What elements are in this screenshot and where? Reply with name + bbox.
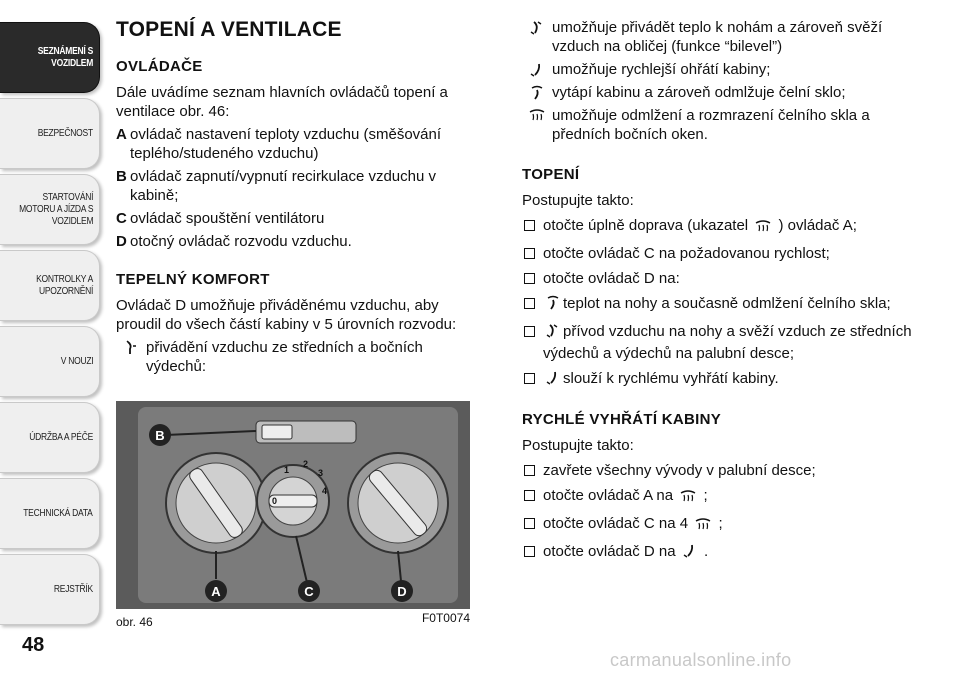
step-text: . [703, 543, 709, 560]
control-text: otočný ovládač rozvodu vzduchu. [130, 233, 352, 250]
page-title: TOPENÍ A VENTILACE [116, 18, 342, 41]
left-column [116, 0, 486, 380]
step-text: slouží k rychlému vyhřátí kabiny. [563, 370, 779, 387]
tab-label: SEZNÁMENÍ S VOZIDLEM [37, 45, 93, 69]
tab-label: ÚDRŽBA A PÉČE [29, 431, 93, 443]
control-letter: C [116, 210, 127, 227]
step-text: ; [703, 487, 708, 504]
distribution-item-feet-windscreen [522, 83, 922, 102]
step-text: ) ovládač A; [778, 217, 857, 234]
controls-intro: Dále uvádíme seznam hlavních ovládačů topení a ventilace obr. 46: [116, 84, 448, 120]
heating-step [522, 269, 922, 288]
defrost-icon [754, 219, 772, 238]
heating-step [522, 294, 922, 316]
comfort-item-face [116, 338, 486, 376]
hvac-panel-illustration [116, 401, 470, 609]
step-text: otočte úplně doprava (ukazatel [543, 217, 749, 234]
callout-a: A [211, 584, 221, 599]
distribution-item-feet [522, 60, 922, 79]
tab-seznameni-s-vozidlem[interactable] [0, 22, 100, 93]
watermark: carmanualsonline.info [610, 650, 792, 670]
control-item-a [116, 125, 486, 163]
heating-intro: Postupujte takto: [522, 192, 634, 209]
comfort-intro: Ovládač D umožňuje přiváděnému vzduchu, aby proudil do všech částí kabiny v 5 úrovních rozvodu: [116, 297, 457, 333]
callout-d: D [397, 584, 407, 599]
control-item-b [116, 167, 486, 205]
comfort-heading: TEPELNÝ KOMFORT [116, 271, 270, 288]
tab-label: STARTOVÁNÍ MOTORU A JÍZDA S VOZIDLEM [18, 191, 93, 227]
tab-label: BEZPEČNOST [37, 127, 93, 139]
fan-speed-4: 4 [322, 486, 328, 496]
control-letter: D [116, 233, 127, 250]
distribution-text: vytápí kabinu a zároveň odmlžuje čelní sklo; [552, 84, 846, 101]
tab-rejstrik[interactable] [0, 554, 100, 625]
page-number: 48 [22, 634, 45, 656]
tab-technicka-data[interactable] [0, 478, 100, 549]
defrost-icon [679, 489, 697, 508]
step-text: otočte ovládač A na [543, 487, 674, 504]
controls-heading: OVLÁDAČE [116, 58, 203, 75]
distribution-text: umožňuje odmlžení a rozmrazení čelního skla a předních bočních oken. [552, 107, 870, 143]
tab-label: TECHNICKÁ DATA [23, 507, 93, 519]
distribution-text: umožňuje přivádět teplo k nohám a zároveň svěží vzduch na obličej (funkce “bilevel”) [552, 19, 883, 55]
tab-kontrolky[interactable] [0, 250, 100, 321]
control-item-d [116, 232, 486, 251]
fan-speed-1: 1 [284, 465, 290, 475]
chapter-sidebar [0, 22, 100, 630]
tab-v-nouzi[interactable] [0, 326, 100, 397]
quick-step [522, 542, 922, 564]
feet-airflow-icon [522, 60, 552, 79]
step-text: zavřete všechny vývody v palubní desce; [543, 462, 816, 479]
fan-speed-3: 3 [318, 468, 324, 478]
heating-step [522, 244, 922, 263]
defrost-icon [694, 517, 712, 536]
step-text: otočte ovládač C na 4 [543, 515, 689, 532]
feet-face-airflow-icon [545, 323, 561, 344]
tab-udrzba[interactable] [0, 402, 100, 473]
feet-airflow-icon [682, 543, 698, 564]
quick-step [522, 486, 922, 508]
feet-windscreen-airflow-icon [522, 83, 552, 102]
callout-b: B [155, 428, 165, 443]
control-text: ovládač zapnutí/vypnutí recirkulace vzduchu v kabině; [130, 168, 436, 204]
control-item-c [116, 209, 486, 228]
figure-caption: obr. 46 [116, 615, 153, 629]
feet-face-airflow-icon [522, 18, 552, 56]
comfort-item-text: přivádění vzduchu ze středních a bočních výdechů: [146, 339, 423, 375]
callout-c: C [304, 584, 314, 599]
distribution-item-bilevel [522, 18, 922, 56]
tab-label: KONTROLKY A UPOZORNĚNÍ [35, 273, 93, 297]
control-letter: A [116, 126, 127, 143]
step-text: ; [718, 515, 723, 532]
tab-bezpecnost[interactable] [0, 98, 100, 169]
control-text: ovládač spouštění ventilátoru [130, 210, 325, 227]
distribution-item-defrost [522, 106, 922, 144]
feet-airflow-icon [545, 370, 561, 391]
heating-step [522, 369, 922, 391]
right-column [522, 18, 922, 570]
quick-step [522, 514, 922, 536]
step-text: otočte ovládač D na [543, 543, 676, 560]
quick-heating-intro: Postupujte takto: [522, 437, 634, 454]
step-text: přívod vzduchu na nohy a svěží vzduch ze středních výdechů a výdechů na palubní desce; [543, 323, 912, 362]
fan-speed-0: 0 [272, 496, 278, 506]
tab-startovani[interactable] [0, 174, 100, 245]
fan-speed-2: 2 [303, 459, 309, 469]
tab-label: REJSTŘÍK [53, 583, 93, 595]
figure-46 [116, 401, 470, 631]
quick-step [522, 461, 922, 480]
step-text: teplot na nohy a současně odmlžení čelního skla; [563, 295, 891, 312]
tab-label: V NOUZI [60, 355, 93, 367]
control-letter: B [116, 168, 127, 185]
heating-heading: TOPENÍ [522, 166, 580, 183]
step-text: otočte ovládač D na: [543, 270, 680, 287]
control-text: ovládač nastavení teploty vzduchu (směšování teplého/studeného vzduchu) [130, 126, 442, 162]
heating-step [522, 216, 922, 238]
step-text: otočte ovládač C na požadovanou rychlost; [543, 245, 830, 262]
heating-step [522, 322, 922, 363]
face-airflow-icon [116, 338, 146, 376]
figure-code: F0T0074 [421, 611, 470, 625]
distribution-text: umožňuje rychlejší ohřátí kabiny; [552, 61, 771, 78]
defrost-icon [522, 106, 552, 144]
quick-heating-heading: RYCHLÉ VYHŘÁTÍ KABINY [522, 411, 722, 428]
feet-windscreen-airflow-icon [545, 295, 561, 316]
